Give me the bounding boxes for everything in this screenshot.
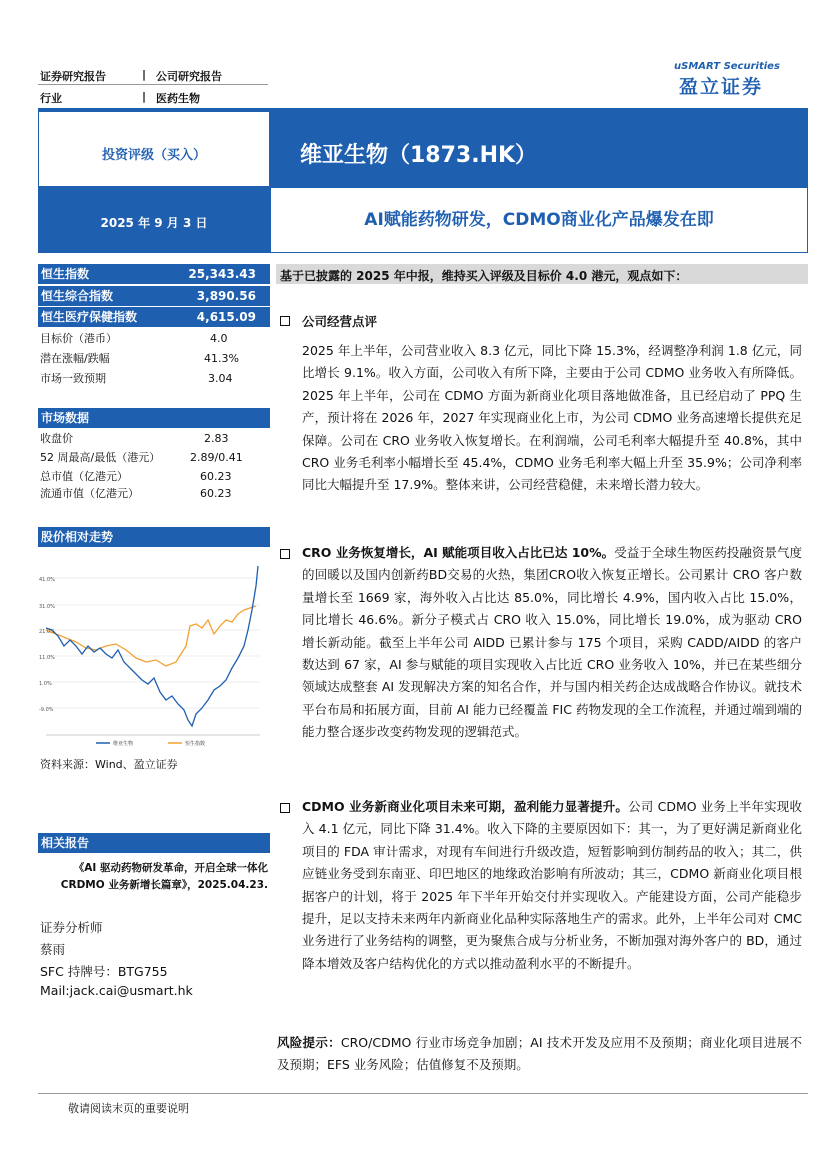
legend-company: 维亚生物 — [113, 741, 134, 747]
section-paragraph — [302, 542, 802, 744]
header-separator: | — [142, 68, 147, 81]
section-body: 公司 CDMO 业务上半年实现收入 4.1 亿元，同比下降 31.4%。收入下降的主要原因如下：其一，为了更好满足新商业化项目的 FDA 审计需求，对现有车间进行升级改造，短暂影响到仿制药品的收入；其二，供应链业务受到东南亚、印巴地区的地缘政治影响有所波动；其三，CDMO 新商业化项目根据客户的计划，将于 2025 年下半年开始交付并实现收入。产能建设方面，公司产能稳步提升，足以支持未来两年内新商业化品种实际落地生产的需求。此外，上半年公司对 CMC 业务进行了业务结构的调整，更为聚焦合成与分析业务，不断加强对海外客户的 BD，通过降本增效及客户结构优化的方式以推动盈利水平的不断提升。 — [302, 799, 802, 971]
section-title: CDMO 业务新商业化项目未来可期，盈利能力显著提升。 — [302, 799, 629, 814]
report-type: 证券研究报告 — [40, 70, 106, 83]
svg-text:41.0%: 41.0% — [39, 577, 55, 583]
svg-text:21.0%: 21.0% — [39, 629, 55, 635]
stock-trend-chart — [38, 550, 270, 750]
section-body: 2025 年上半年，公司营业收入 8.3 亿元，同比下降 15.3%，经调整净利润 1.8 亿元，同比增长 9.1%。收入方面，公司收入有所下降，主要由于公司 CDMO 业务收入有所降低。2025 年上半年，公司在 CDMO 方面为新商业化项目落地做准备，且已经启动了 PPQ 生产，预计将在 2026 年，2027 年实现商业化上市，为公司 CDMO 业务高速增长提供充足保障。公司在 CRO 业务收入恢复增长。在利润端，公司毛利率大幅提升至 40.8%，其中 CRO 业务毛利率小幅增长至 45.4%，CDMO 业务毛利率大幅上升至 35.9%；公司净利率同比大幅提升至 17.9%。整体来讲，公司经营稳健，未来增长潜力较大。 — [302, 343, 802, 493]
hsi-line — [46, 606, 256, 666]
bullet-icon — [280, 549, 290, 559]
related-report-text: 《AI 驱动药物研发革命，开启全球一体化 CRDMO 业务新增长篇章》，2025.04.23. — [60, 862, 268, 891]
market-row: 流通市值（亿港元） 60.23 — [40, 487, 232, 500]
logo-en: uSMART Securities — [674, 61, 780, 72]
report-date: 2025 年 9 月 3 日 — [100, 216, 208, 230]
summary-text: 基于已披露的 2025 年中报，维持买入评级及目标价 4.0 港元，观点如下： — [280, 269, 688, 283]
section-title: CRO 业务恢复增长，AI 赋能项目收入占比已达 10%。 — [302, 545, 615, 560]
section-title: 公司经营点评 — [302, 314, 378, 329]
header-separator: | — [142, 90, 147, 103]
header-rule — [38, 84, 268, 85]
market-data-title: 市场数据 — [38, 408, 270, 428]
stock-trend-title: 股价相对走势 — [38, 527, 270, 547]
analyst-name: 蔡雨 — [40, 942, 66, 957]
svg-text:-9.0%: -9.0% — [39, 707, 54, 713]
footer-note: 敬请阅读末页的重要说明 — [68, 1102, 189, 1115]
analyst-email[interactable]: Mail:jack.cai@usmart.hk — [40, 983, 193, 998]
index-row: 恒生医疗保健指数 4,615.09 — [38, 307, 270, 327]
bullet-icon — [280, 803, 290, 813]
industry-name: 医药生物 — [156, 92, 200, 105]
legend-hsi: 恒生指数 — [185, 741, 206, 747]
section-body: 受益于全球生物医药投融资景气度的回暖以及国内创新药BD交易的火热，集团CRO收入恢复正增长。公司累计 CRO 客户数量增长至 1669 家，海外收入占比达 85.0%，同比增长 4.9%，国内收入占比 15.0%，同比增长 46.6%。新分子模式占 CRO 收入 15.0%，同比增长 19.0%，成为驱动 CRO 增长新动能。截至上半年公司 AIDD 已累计参与 175 个项目，采购 CADD/AIDD 的客户数达到 67 家，AI 参与赋能的项目实现收入占比近 CRO 业务收入 10%，并已在某些细分领域达成整套 AI 发现解决方案的知名合作，并与国内相关药企达成战略合作协议。就技术平台布局和拓展方面，目前 AI 能力已经覆盖 FIC 药物发现的全工作流程，并通过端到端的能力整合逐步改变药物发现的逻辑范式。 — [302, 545, 802, 740]
report-category: 公司研究报告 — [156, 70, 222, 83]
logo-cn: 盈立证券 — [679, 76, 764, 98]
section-paragraph — [302, 796, 802, 975]
company-name: 维亚生物（1873.HK） — [300, 143, 538, 168]
market-row: 总市值（亿港元） 60.23 — [40, 470, 232, 483]
risk-note — [277, 1032, 802, 1076]
svg-text:1.0%: 1.0% — [39, 681, 52, 687]
target-row: 目标价（港币） 4.0 — [40, 332, 228, 345]
target-row: 市场一致预期 3.04 — [40, 372, 233, 385]
market-row: 收盘价 2.83 — [40, 432, 229, 445]
analyst-sfc: SFC 持牌号：BTG755 — [40, 964, 168, 979]
related-report-title: 相关报告 — [38, 833, 270, 853]
svg-text:31.0%: 31.0% — [39, 604, 55, 610]
investment-rating: 投资评级（买入） — [101, 148, 206, 163]
industry-label: 行业 — [40, 92, 62, 105]
target-row: 潜在涨幅/跌幅 41.3% — [40, 352, 239, 365]
company-line — [46, 566, 258, 726]
headline: AI赋能药物研发，CDMO商业化产品爆发在即 — [364, 210, 714, 230]
risk-label: 风险提示： — [277, 1035, 341, 1050]
index-row: 恒生指数 25,343.43 — [38, 264, 270, 284]
analyst-role: 证券分析师 — [40, 920, 103, 935]
chart-source: 资料来源：Wind、盈立证券 — [40, 758, 178, 771]
bullet-icon — [280, 316, 290, 326]
market-row: 52 周最高/最低（港元） 2.89/0.41 — [40, 451, 243, 464]
footer-rule — [38, 1093, 808, 1094]
svg-text:11.0%: 11.0% — [39, 655, 55, 661]
risk-text: CRO/CDMO 行业市场竞争加剧；AI 技术开发及应用不及预期；商业化项目进展不及预期；EFS 业务风险；估值修复不及预期。 — [277, 1035, 802, 1072]
index-row: 恒生综合指数 3,890.56 — [38, 286, 270, 306]
